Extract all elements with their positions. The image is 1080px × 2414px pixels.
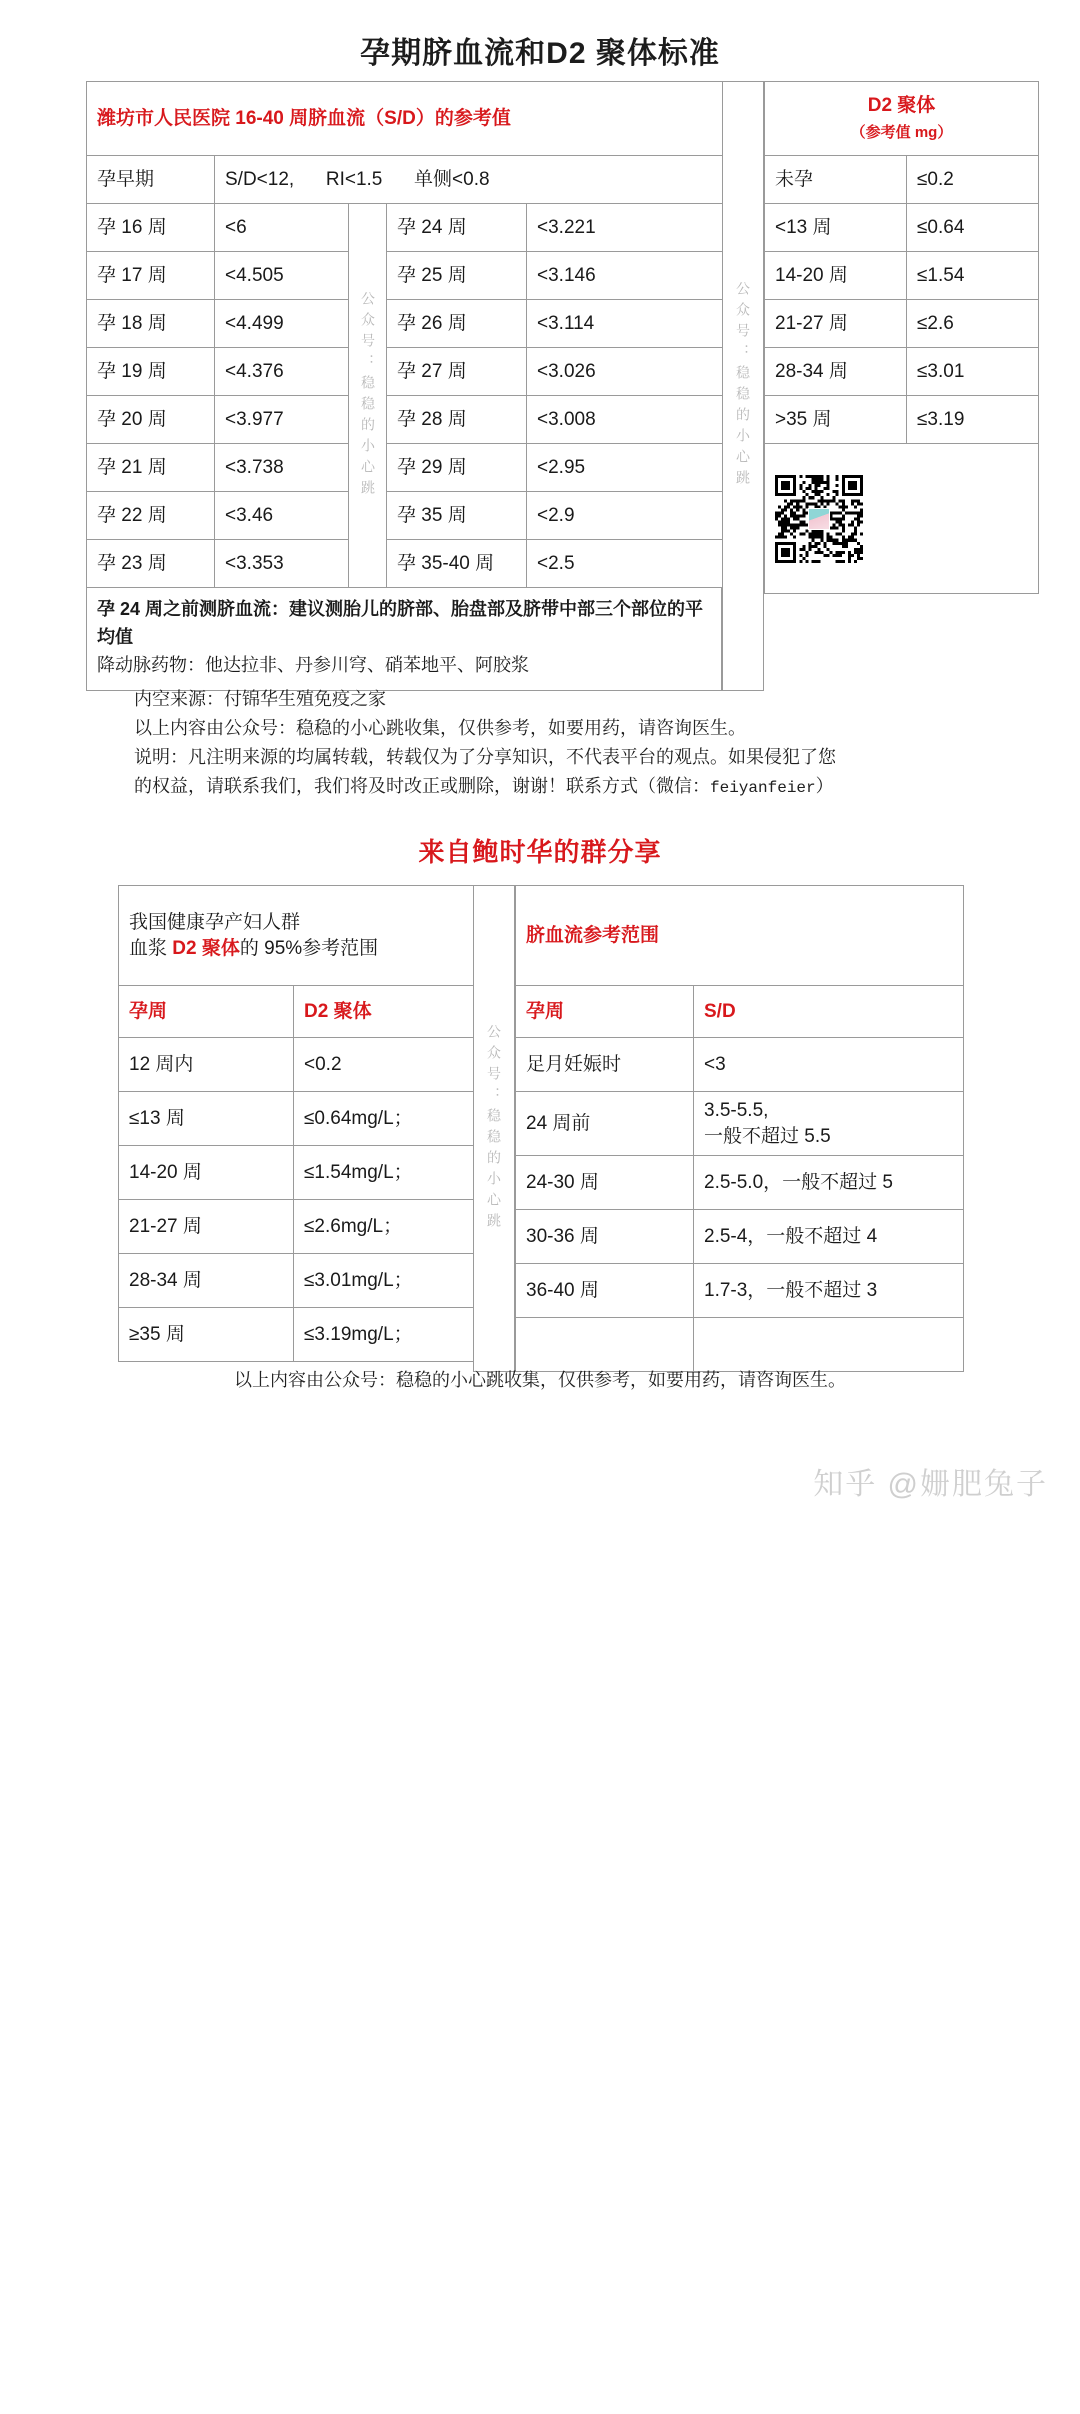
table-row <box>765 300 1039 348</box>
sd-week-right: 孕 28 周 <box>387 396 527 444</box>
sd-lower-col-value: S/D <box>694 986 964 1038</box>
table-row <box>765 348 1039 396</box>
d2-value: ≤2.6 <box>907 300 1039 348</box>
sd-lower-caption: 脐血流参考范围 <box>516 886 964 986</box>
vertical-watermark-inner: 公众号：稳稳的小心跳 <box>359 290 376 501</box>
sd-value-left: <3.738 <box>215 444 349 492</box>
table-row <box>516 1264 964 1318</box>
table-row <box>119 1092 474 1146</box>
table-row <box>516 1038 964 1092</box>
d2-week: <13 周 <box>765 204 907 252</box>
table-row <box>765 156 1039 204</box>
sd-lower-table-wrap <box>515 885 963 1372</box>
sd-value-left: <3.353 <box>215 540 349 588</box>
sd-value-left: <4.499 <box>215 300 349 348</box>
sd-lower-value <box>694 1318 964 1372</box>
table-row <box>119 1254 474 1308</box>
zhihu-watermark-text: 知乎 @姗肥兔子 <box>813 1468 1048 1501</box>
table-row <box>516 1318 964 1372</box>
note-line-3: 说明：凡注明来源的均属转载，转载仅为了分享知识，不代表平台的观点。如果侵犯了您 <box>134 747 836 768</box>
sd-value-right: <3.146 <box>527 252 723 300</box>
sd-early-row <box>87 156 723 204</box>
sd-week-right: 孕 29 周 <box>387 444 527 492</box>
note-line-1: 内空来源：付锦华生殖免疫之家 <box>134 689 386 709</box>
d2-lower-week: 21-27 周 <box>119 1200 294 1254</box>
table-row <box>516 1156 964 1210</box>
sd-value-right: <3.221 <box>527 204 723 252</box>
sd-week-left: 孕 20 周 <box>87 396 215 444</box>
d2-lower-week: 12 周内 <box>119 1038 294 1092</box>
sd-week-right: 孕 25 周 <box>387 252 527 300</box>
sd-lower-header-row <box>516 986 964 1038</box>
sd-week-left: 孕 16 周 <box>87 204 215 252</box>
qr-code-icon[interactable] <box>775 475 863 563</box>
footnote-line-2: 降动脉药物：他达拉非、丹参川穹、硝苯地平、阿胶浆 <box>97 654 529 675</box>
sd-lower-value: 3.5-5.5, 一般不超过 5.5 <box>694 1092 964 1156</box>
d2-week: >35 周 <box>765 396 907 444</box>
sd-week-right: 孕 26 周 <box>387 300 527 348</box>
sd-week-right: 孕 24 周 <box>387 204 527 252</box>
d2-table-header-row <box>765 82 1039 156</box>
sd-lower-week: 24 周前 <box>516 1092 694 1156</box>
sd-value-left: <4.376 <box>215 348 349 396</box>
wechat-id: feiyanfeier <box>710 779 816 798</box>
table-row <box>87 204 723 252</box>
qr-avatar-icon <box>808 508 830 530</box>
d2-lower-value: ≤0.64mg/L； <box>294 1092 474 1146</box>
sd-week-right: 孕 27 周 <box>387 348 527 396</box>
d2-lower-caption-row <box>119 886 474 986</box>
note-line-4-pre: 的权益，请联系我们，我们将及时改正或删除，谢谢！联系方式（微信： <box>134 776 710 797</box>
sd-week-left: 孕 21 周 <box>87 444 215 492</box>
d2-reference-table-wrap <box>764 81 1038 691</box>
sd-lower-value: 2.5-5.0，一般不超过 5 <box>694 1156 964 1210</box>
sd-week-left: 孕 18 周 <box>87 300 215 348</box>
vertical-watermark-text: 公众号：稳稳的小心跳 <box>735 280 751 491</box>
sd-reference-table-wrap <box>86 81 722 691</box>
sd-week-left: 孕 23 周 <box>87 540 215 588</box>
sd-lower-value: 2.5-4，一般不超过 4 <box>694 1210 964 1264</box>
d2-lower-value: ≤3.19mg/L； <box>294 1308 474 1362</box>
bottom-note: 以上内容由公众号：稳稳的小心跳收集，仅供参考，如要用药，请咨询医生。 <box>234 1370 846 1390</box>
sd-early-label: 孕早期 <box>87 156 215 204</box>
sd-value-right: <3.114 <box>527 300 723 348</box>
d2-lower-value: <0.2 <box>294 1038 474 1092</box>
sd-lower-week: 30-36 周 <box>516 1210 694 1264</box>
sd-value-right: <2.95 <box>527 444 723 492</box>
watermark-strip-lower <box>473 885 515 1372</box>
d2-lower-value: ≤2.6mg/L； <box>294 1200 474 1254</box>
sd-week-left: 孕 17 周 <box>87 252 215 300</box>
section2-title: 来自鲍时华的群分享 <box>418 837 662 867</box>
sd-lower-col-week: 孕周 <box>516 986 694 1038</box>
d2-lower-caption: 我国健康孕产妇人群 血浆 D2 聚体的 95%参考范围 <box>119 886 474 986</box>
d2-week: 28-34 周 <box>765 348 907 396</box>
d2-lower-week: 28-34 周 <box>119 1254 294 1308</box>
watermark-cell-inner <box>349 204 387 588</box>
note-line-4 <box>134 772 964 802</box>
d2-value: ≤0.2 <box>907 156 1039 204</box>
table-row <box>119 1200 474 1254</box>
d2-reference-table <box>764 81 1039 594</box>
table-row <box>87 348 723 396</box>
note-line-4-post: ） <box>815 776 834 797</box>
table-row <box>87 540 723 588</box>
sd-value-left: <4.505 <box>215 252 349 300</box>
d2-value: ≤1.54 <box>907 252 1039 300</box>
d2-lower-value: ≤1.54mg/L； <box>294 1146 474 1200</box>
sd-value-right: <2.5 <box>527 540 723 588</box>
sd-value-right: <3.008 <box>527 396 723 444</box>
table-row <box>119 1038 474 1092</box>
sd-week-right: 孕 35 周 <box>387 492 527 540</box>
d2-value: ≤3.01 <box>907 348 1039 396</box>
table-row <box>765 204 1039 252</box>
d2-value: ≤0.64 <box>907 204 1039 252</box>
zhihu-watermark <box>813 1459 1048 1503</box>
sd-reference-table <box>86 81 723 588</box>
page-title: 孕期脐血流和D2 聚体标准 <box>360 37 720 70</box>
sd-value-left: <3.977 <box>215 396 349 444</box>
source-notes <box>134 685 964 802</box>
sd-lower-value: <3 <box>694 1038 964 1092</box>
sd-value-right: <3.026 <box>527 348 723 396</box>
d2-lower-caption-accent: D2 聚体 <box>172 937 240 959</box>
d2-week: 未孕 <box>765 156 907 204</box>
d2-lower-table <box>118 885 474 1362</box>
table-row <box>87 300 723 348</box>
sd-lower-table <box>515 885 964 1372</box>
d2-lower-week: ≥35 周 <box>119 1308 294 1362</box>
table-row <box>765 396 1039 444</box>
table-row <box>516 1210 964 1264</box>
vertical-watermark-text-lower: 公众号：稳稳的小心跳 <box>486 1023 502 1234</box>
sd-lower-week: 24-30 周 <box>516 1156 694 1210</box>
d2-lower-col-value: D2 聚体 <box>294 986 474 1038</box>
d2-value: ≤3.19 <box>907 396 1039 444</box>
sd-lower-week <box>516 1318 694 1372</box>
table-row <box>87 396 723 444</box>
table-row <box>119 1146 474 1200</box>
watermark-strip-upper <box>722 81 764 691</box>
sd-week-left: 孕 22 周 <box>87 492 215 540</box>
table-row <box>516 1092 964 1156</box>
table-row <box>87 492 723 540</box>
d2-lower-col-week: 孕周 <box>119 986 294 1038</box>
sd-table-header: 潍坊市人民医院 16-40 周脐血流（S/D）的参考值 <box>87 82 723 156</box>
d2-lower-week: 14-20 周 <box>119 1146 294 1200</box>
sd-value-right: <2.9 <box>527 492 723 540</box>
sd-lower-value: 1.7-3，一般不超过 3 <box>694 1264 964 1318</box>
d2-week: 21-27 周 <box>765 300 907 348</box>
sd-table-footnote <box>86 588 722 691</box>
note-line-2: 以上内容由公众号：稳稳的小心跳收集，仅供参考，如要用药，请咨询医生。 <box>134 718 746 739</box>
d2-lower-table-wrap <box>118 885 473 1372</box>
sd-lower-caption-row <box>516 886 964 986</box>
d2-lower-header-row <box>119 986 474 1038</box>
d2-table-header: D2 聚体 （参考值 mg） <box>765 82 1039 156</box>
sd-lower-week: 36-40 周 <box>516 1264 694 1318</box>
table-row <box>87 252 723 300</box>
sd-lower-week: 足月妊娠时 <box>516 1038 694 1092</box>
section-group-share <box>118 885 963 1372</box>
sd-value-left: <6 <box>215 204 349 252</box>
d2-week: 14-20 周 <box>765 252 907 300</box>
footnote-line-1: 孕 24 周之前测脐血流：建议测胎儿的脐部、胎盘部及脐带中部三个部位的平均值 <box>97 599 704 647</box>
section-umbilical-reference <box>86 81 1038 691</box>
table-row <box>87 444 723 492</box>
qr-row <box>765 444 1039 594</box>
qr-code-cell <box>765 444 1039 594</box>
sd-table-header-row <box>87 82 723 156</box>
table-row <box>119 1308 474 1362</box>
d2-lower-week: ≤13 周 <box>119 1092 294 1146</box>
d2-lower-value: ≤3.01mg/L； <box>294 1254 474 1308</box>
sd-value-left: <3.46 <box>215 492 349 540</box>
sd-week-left: 孕 19 周 <box>87 348 215 396</box>
sd-early-value: S/D<12, RI<1.5 单侧<0.8 <box>215 156 723 204</box>
table-row <box>765 252 1039 300</box>
sd-week-right: 孕 35-40 周 <box>387 540 527 588</box>
